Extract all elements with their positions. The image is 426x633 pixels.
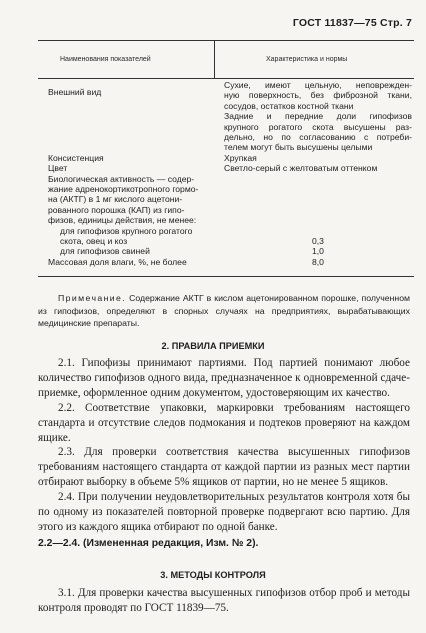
- section-2-title: 2. ПРАВИЛА ПРИЕМКИ: [161, 341, 265, 351]
- row-appearance-value-line: дельно, но по согласованию с потреби-: [224, 132, 412, 142]
- row-appearance-value-line: крупного рогатого скота высушены раз-: [224, 121, 412, 132]
- row-appearance-value-line: ную поверхность, без фиброзной ткани,: [224, 90, 412, 101]
- table-top-rule: [38, 40, 414, 41]
- paragraph-2-1: 2.1. Гипофизы принимают партиями. Под партией понимают любое количество гипофизов одного вида, предназначенное к одновременной сдаче-приемке, оформленное одним документом, удостоверяющим их качество.: [38, 357, 410, 399]
- table-note: [38, 292, 410, 330]
- section-3-title: 3. МЕТОДЫ КОНТРОЛЯ: [160, 570, 266, 580]
- row-activity-name-line: рованного порошка (КАП) из гипо-: [48, 204, 185, 215]
- row-activity-cattle-label: для гипофизов крупного рогатого: [60, 225, 193, 236]
- row-activity-cattle-value: 0,3: [312, 236, 324, 246]
- row-moisture-name: Массовая доля влаги, %, не более: [48, 256, 187, 267]
- table-bottom-rule: [38, 276, 414, 277]
- row-activity-name-line: Биологическая активность — содер-: [48, 173, 195, 184]
- row-activity-name-line: физов, единицы действия, не менее:: [48, 215, 197, 226]
- amendment-note: 2.2—2.4. (Измененная редакция, Изм. № 2).: [38, 537, 259, 549]
- paragraph-2-2: 2.2. Соответствие упаковки, маркировки требованиям настоящего стандарта и отсутствие следов подмокания и подтеков проверяют на каждом ящике.: [38, 401, 410, 444]
- column-header-norms: Характеристика и нормы: [266, 56, 348, 63]
- page-header: ГОСТ 11837—75 Стр. 7: [292, 17, 412, 29]
- section-3-body: [38, 586, 410, 616]
- paragraph-3-1: 3.1. Для проверки качества высушенных гипофизов отбор проб и методы контроля проводят по ГОСТ 11839—75.: [38, 587, 410, 614]
- row-appearance-value-line: Сухие, имеют цельную, неповрежден-: [224, 80, 412, 90]
- row-moisture-value: 8,0: [312, 256, 324, 267]
- row-appearance-value-line: сосудов, остатков костной ткани: [224, 100, 354, 111]
- row-activity-name-line: жание адренокортикотропного гормо-: [48, 184, 199, 194]
- row-activity-pig-label: для гипофизов свиней: [60, 246, 150, 257]
- note-text: Содержание АКТГ в кислом ацетонированном порошке, полученном из гипофизов, определяют в спорных случаях на предприятиях, вырабатывающих медицинские препараты.: [38, 293, 410, 329]
- row-activity-cattle-label: скота, овец и коз: [60, 236, 128, 246]
- row-consistency-value: Хрупкая: [224, 152, 257, 163]
- row-appearance-name: Внешний вид: [48, 87, 102, 97]
- row-appearance-value-line: Задние и передние доли гипофизов: [224, 111, 412, 122]
- row-consistency-name: Консистенция: [48, 152, 104, 163]
- table-header-rule: [38, 78, 414, 79]
- section-2-body: [38, 356, 410, 552]
- row-color-value: Светло-серый с желтоватым оттенком: [224, 163, 378, 174]
- row-appearance-value-line: телем могут быть высушены целыми: [224, 142, 373, 153]
- row-activity-name-line: на (АКТГ) в 1 мг кислого ацетони-: [48, 194, 183, 205]
- row-color-name: Цвет: [48, 163, 68, 174]
- row-activity-pig-value: 1,0: [312, 246, 324, 257]
- column-header-indicator: Наименования показателей: [60, 56, 151, 63]
- paragraph-2-4: 2.4. При получении неудовлетворительных результатов контроля хотя бы по одному из показателей повторной проверке подвергают всю партию. Для этого из каждого ящика отбирают по одной банке.: [38, 491, 410, 533]
- table-header-divider: [214, 40, 215, 78]
- note-lead: Примечание.: [58, 293, 127, 303]
- paragraph-2-3: 2.3. Для проверки соответствия качества высушенных гипофизов требованиям настоящего стандарта от каждой партии из разных мест партии отбирают выборку в объеме 5% ящиков от партии, но не менее 5 ящиков.: [38, 446, 410, 489]
